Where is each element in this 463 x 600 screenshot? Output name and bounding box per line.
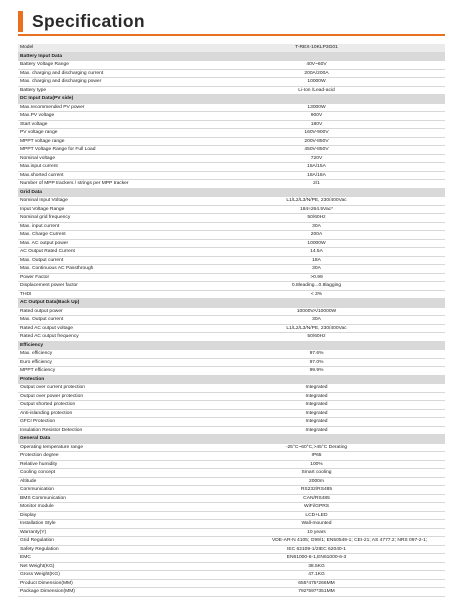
spec-row	[18, 154, 445, 163]
spec-value: 50/60Hz	[270, 214, 445, 223]
spec-row	[18, 282, 445, 291]
spec-value: 38.5KG	[270, 562, 445, 571]
section-header	[18, 435, 445, 444]
spec-row	[18, 137, 445, 146]
spec-row	[18, 588, 445, 597]
spec-value: 10000W	[270, 239, 445, 248]
spec-row	[18, 103, 445, 112]
spec-row	[18, 528, 445, 537]
spec-label: Max. AC output power	[18, 239, 270, 248]
spec-label: Gross Weight(KG)	[18, 571, 270, 580]
spec-row	[18, 409, 445, 418]
spec-label: Max. Continuous AC Passthrough	[18, 265, 270, 274]
spec-value: 900V	[270, 112, 445, 121]
spec-row	[18, 443, 445, 452]
spec-value: < 3%	[270, 290, 445, 299]
spec-row	[18, 86, 445, 95]
model-label: Model	[18, 44, 270, 52]
spec-label: Display	[18, 511, 270, 520]
spec-label: Cooling concept	[18, 469, 270, 478]
spec-label: Max. efficiency	[18, 350, 270, 359]
spec-row	[18, 460, 445, 469]
spec-label: Max. charging and discharging current	[18, 69, 270, 78]
section-title: Grid Data	[18, 188, 445, 197]
spec-row	[18, 205, 445, 214]
spec-value: 655*475*266MM	[270, 579, 445, 588]
spec-label: Protection degree	[18, 452, 270, 461]
spec-row	[18, 61, 445, 70]
spec-value: 2000m	[270, 477, 445, 486]
spec-row	[18, 384, 445, 393]
spec-value: 50/60Hz	[270, 333, 445, 342]
spec-row	[18, 367, 445, 376]
spec-row	[18, 146, 445, 155]
spec-value: 30A	[270, 222, 445, 231]
spec-label: Start voltage	[18, 120, 270, 129]
spec-label: EMC	[18, 554, 270, 563]
section-header	[18, 299, 445, 308]
spec-label: Max. input current	[18, 222, 270, 231]
spec-value: 47.1KG	[270, 571, 445, 580]
spec-value: Li-Ion /Lead-acid	[270, 86, 445, 95]
spec-label: Max. Output current	[18, 256, 270, 265]
spec-row	[18, 562, 445, 571]
spec-row	[18, 418, 445, 427]
spec-row	[18, 307, 445, 316]
spec-label: Euro efficiency	[18, 358, 270, 367]
spec-value: RS232/RS485	[270, 486, 445, 495]
spec-row	[18, 503, 445, 512]
spec-label: Insulation Resistor Detection	[18, 426, 270, 435]
spec-row	[18, 426, 445, 435]
spec-value: 184≈264.5Vac*	[270, 205, 445, 214]
spec-row	[18, 290, 445, 299]
spec-row	[18, 324, 445, 333]
spec-row	[18, 197, 445, 206]
spec-value: L1/L2/L3/N/PE, 230/400Vac	[270, 197, 445, 206]
spec-label: Relative humidity	[18, 460, 270, 469]
spec-value: 10 years	[270, 528, 445, 537]
spec-label: Package Dimension(MM)	[18, 588, 270, 597]
spec-row	[18, 231, 445, 240]
spec-label: Grid Regulation	[18, 537, 270, 546]
spec-value: 30A	[270, 265, 445, 274]
spec-value: IP65	[270, 452, 445, 461]
spec-row	[18, 120, 445, 129]
spec-label: Anti-islanding protection	[18, 409, 270, 418]
section-title: DC Input Data(PV side)	[18, 95, 445, 104]
title-accent-bar	[18, 11, 23, 32]
spec-label: GFCI Protection	[18, 418, 270, 427]
spec-label: Battery Voltage Range	[18, 61, 270, 70]
spec-row	[18, 222, 445, 231]
spec-row	[18, 511, 445, 520]
spec-label: Battery type	[18, 86, 270, 95]
spec-value: 720V	[270, 154, 445, 163]
spec-value: 10000W	[270, 78, 445, 87]
spec-row	[18, 171, 445, 180]
spec-row	[18, 486, 445, 495]
spec-value: 30A	[270, 316, 445, 325]
spec-label: Max.input current	[18, 163, 270, 172]
spec-label: Max.shorted current	[18, 171, 270, 180]
section-title: Efficiency	[18, 341, 445, 350]
spec-row	[18, 112, 445, 121]
spec-label: Installation Style	[18, 520, 270, 529]
spec-row	[18, 163, 445, 172]
spec-value: Integrated	[270, 401, 445, 410]
spec-label: Nominal grid frequency	[18, 214, 270, 223]
spec-row	[18, 554, 445, 563]
spec-label: Operating temperature range	[18, 443, 270, 452]
spec-row	[18, 69, 445, 78]
spec-value: L1/L2/L3/N/PE, 230/400Vac	[270, 324, 445, 333]
spec-value: >0.99	[270, 273, 445, 282]
section-header	[18, 341, 445, 350]
spec-value: 0.8leading...0.8lagging	[270, 282, 445, 291]
spec-row	[18, 256, 445, 265]
model-row	[18, 44, 445, 52]
spec-value: 14.5A	[270, 248, 445, 257]
spec-value: 18A/18A	[270, 171, 445, 180]
spec-row	[18, 214, 445, 223]
spec-row	[18, 248, 445, 257]
spec-value: Smart cooling	[270, 469, 445, 478]
spec-value: Integrated	[270, 409, 445, 418]
page-title: Specification	[32, 11, 145, 31]
spec-label: Max.PV voltage	[18, 112, 270, 121]
spec-value: IEC 62109-1/2IEC 62040-1	[270, 545, 445, 554]
spec-row	[18, 333, 445, 342]
spec-label: Input Voltage Range	[18, 205, 270, 214]
spec-value: 180V	[270, 120, 445, 129]
spec-label: Altitude	[18, 477, 270, 486]
section-title: Battery Input Data	[18, 52, 445, 61]
spec-value: Integrated	[270, 384, 445, 393]
spec-row	[18, 477, 445, 486]
specification-table-body	[18, 44, 445, 596]
spec-value: Integrated	[270, 418, 445, 427]
spec-row	[18, 392, 445, 401]
spec-label: Monitor module	[18, 503, 270, 512]
spec-label: Safety Regulation	[18, 545, 270, 554]
spec-label: Displacement power factor	[18, 282, 270, 291]
spec-label: Number of MPP trackers / strings per MPP tracker	[18, 180, 270, 189]
section-header	[18, 95, 445, 104]
section-title: General Data	[18, 435, 445, 444]
model-value: T-REX-10KLP3G01	[270, 44, 445, 52]
spec-label: MPPT efficiency	[18, 367, 270, 376]
section-title: AC Output Data(Back Up)	[18, 299, 445, 308]
spec-label: Max.recommended PV power	[18, 103, 270, 112]
spec-value: EN61000-6-1,EN61000-6-3	[270, 554, 445, 563]
spec-value: WiFi/GPRS	[270, 503, 445, 512]
spec-row	[18, 469, 445, 478]
spec-label: BMS Communication	[18, 494, 270, 503]
section-title: Protection	[18, 375, 445, 384]
spec-label: PV voltage range	[18, 129, 270, 138]
spec-label: AC Output Rated Current	[18, 248, 270, 257]
spec-value: 13000W	[270, 103, 445, 112]
spec-label: Output over power protection	[18, 392, 270, 401]
spec-value: 97.0%	[270, 358, 445, 367]
spec-value: 10000VA/10000W	[270, 307, 445, 316]
spec-label: Power Factor	[18, 273, 270, 282]
spec-row	[18, 571, 445, 580]
spec-row	[18, 350, 445, 359]
spec-value: 100%	[270, 460, 445, 469]
spec-row	[18, 239, 445, 248]
spec-label: Output over current protection	[18, 384, 270, 393]
spec-row	[18, 494, 445, 503]
spec-value: 18A	[270, 256, 445, 265]
spec-value: CAN/RS485	[270, 494, 445, 503]
spec-value: VDE-AR-N 4105; G99/1; EN50549-1; CEI-21; AS 4777.2; NRS 097-2-1;	[270, 537, 445, 546]
spec-value: 200V-850V	[270, 137, 445, 146]
spec-row	[18, 180, 445, 189]
spec-label: Net Weight(KG)	[18, 562, 270, 571]
spec-value: 99.9%	[270, 367, 445, 376]
spec-row	[18, 537, 445, 546]
spec-value: Wall-mounted	[270, 520, 445, 529]
section-header	[18, 52, 445, 61]
spec-row	[18, 579, 445, 588]
spec-value: 200A	[270, 231, 445, 240]
spec-value: 97.6%	[270, 350, 445, 359]
spec-label: Communication	[18, 486, 270, 495]
spec-label: Rated AC output frequency	[18, 333, 270, 342]
spec-value: -25°C~60°C,>45°C Derating	[270, 443, 445, 452]
spec-row	[18, 265, 445, 274]
spec-row	[18, 316, 445, 325]
spec-value: LCD+LED	[270, 511, 445, 520]
spec-label: Nominal voltage	[18, 154, 270, 163]
spec-value: 450V-850V	[270, 146, 445, 155]
spec-value: 200A/200A	[270, 69, 445, 78]
spec-value: 15A/15A	[270, 163, 445, 172]
spec-label: Max. Output current	[18, 316, 270, 325]
spec-row	[18, 401, 445, 410]
spec-label: Rated AC output voltage	[18, 324, 270, 333]
spec-label: Output shorted protection	[18, 401, 270, 410]
spec-row	[18, 78, 445, 87]
spec-label: Product Dimension(MM)	[18, 579, 270, 588]
spec-label: Warranty(Y)	[18, 528, 270, 537]
spec-value: Integrated	[270, 426, 445, 435]
spec-value: 2/1	[270, 180, 445, 189]
spec-row	[18, 358, 445, 367]
spec-value: Integrated	[270, 392, 445, 401]
spec-label: Max. Charge Current	[18, 231, 270, 240]
spec-label: MPPT Voltage Range for Full Load	[18, 146, 270, 155]
spec-label: Max. charging and discharging power	[18, 78, 270, 87]
spec-value: 160V-900V	[270, 129, 445, 138]
section-header	[18, 375, 445, 384]
spec-value: 792*597*351MM	[270, 588, 445, 597]
spec-value: 40V~60V	[270, 61, 445, 70]
spec-label: MPPT voltage range	[18, 137, 270, 146]
section-header	[18, 188, 445, 197]
spec-row	[18, 129, 445, 138]
page-header	[18, 11, 145, 32]
spec-row	[18, 520, 445, 529]
spec-label: Rated output power	[18, 307, 270, 316]
spec-row	[18, 273, 445, 282]
title-divider	[18, 34, 445, 36]
spec-row	[18, 452, 445, 461]
spec-row	[18, 545, 445, 554]
specification-table	[18, 44, 445, 597]
spec-label: THDI	[18, 290, 270, 299]
spec-label: Nominal Input Voltage	[18, 197, 270, 206]
